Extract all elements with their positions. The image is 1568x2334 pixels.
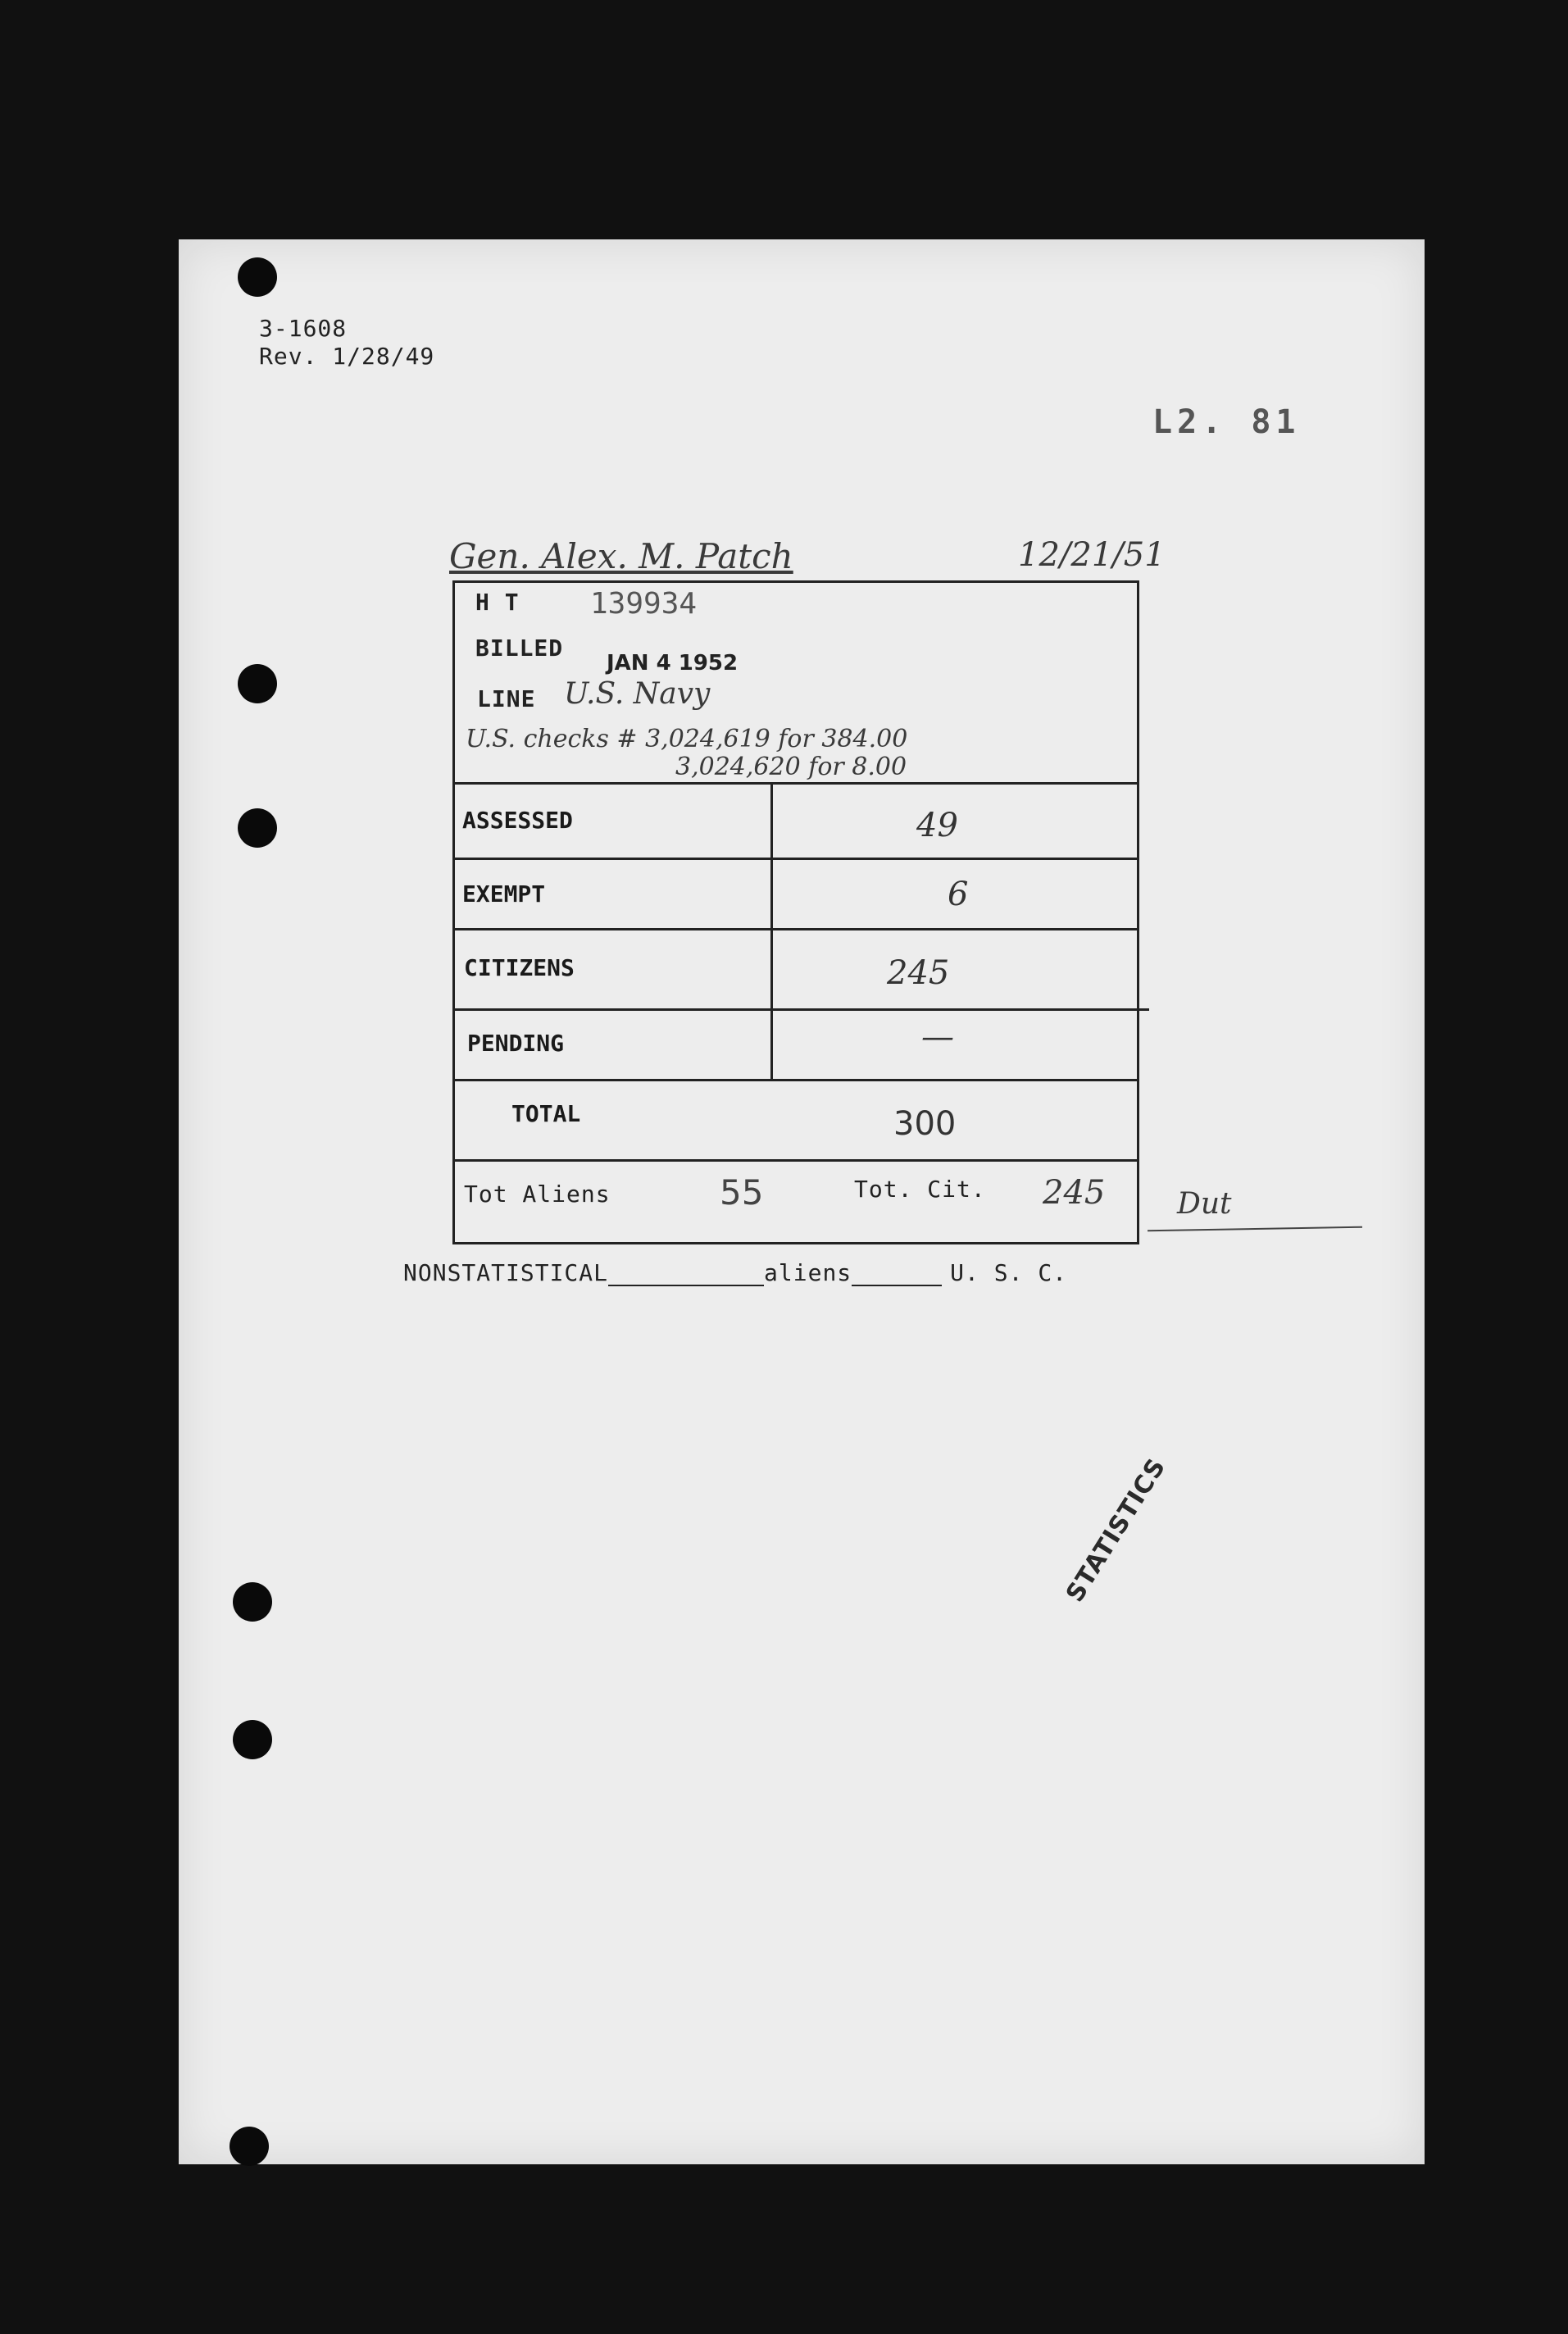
total-label: TOTAL: [511, 1100, 581, 1127]
statistics-stamp: STATISTICS: [1061, 1453, 1172, 1608]
ship-name: Gen. Alex. M. Patch: [449, 536, 793, 576]
aliens-label: aliens: [764, 1259, 852, 1286]
aliens-blank: [852, 1285, 942, 1286]
line-label: LINE: [477, 685, 536, 712]
punch-hole: [230, 2127, 269, 2166]
row-value-pending: —: [921, 1018, 954, 1056]
checks-line-1: U.S. checks # 3,024,619 for 384.00: [466, 725, 908, 753]
stamp-number: L2. 81: [1152, 403, 1301, 441]
form-number: 3-1608: [259, 315, 348, 342]
punch-hole: [238, 257, 277, 297]
row-value-exempt: 6: [948, 876, 969, 913]
ht-label: H T: [475, 589, 520, 616]
handwritten-date: 12/21/51: [1018, 536, 1166, 574]
form-revision: Rev. 1/28/49: [259, 343, 435, 370]
nonstatistical-label: NONSTATISTICAL: [403, 1259, 609, 1286]
tot-cit-label: Tot. Cit.: [854, 1176, 986, 1203]
row-label-pending: PENDING: [467, 1030, 565, 1057]
initials: Dut: [1177, 1187, 1232, 1221]
nonstatistical-blank: [608, 1285, 764, 1286]
initials-underline: [1148, 1226, 1362, 1232]
checks-line-2: 3,024,620 for 8.00: [675, 753, 907, 781]
punch-hole: [233, 1582, 272, 1622]
usc-label: U. S. C.: [950, 1259, 1068, 1286]
document-page: [179, 239, 1425, 2164]
total-value: 300: [893, 1105, 957, 1143]
billed-label: BILLED: [475, 635, 564, 662]
form-table: [452, 580, 1232, 1244]
row-value-citizens: 245: [887, 954, 950, 992]
row-label-citizens: CITIZENS: [464, 954, 575, 981]
punch-hole: [233, 1720, 272, 1759]
ht-number: 139934: [590, 587, 698, 621]
billed-date: JAN 4 1952: [607, 651, 739, 676]
row-label-exempt: EXEMPT: [462, 880, 546, 908]
row-value-assessed: 49: [916, 807, 958, 844]
tot-cit-value: 245: [1043, 1174, 1106, 1212]
nonstatistical-line: [403, 1259, 1067, 1286]
tot-aliens-value: 55: [720, 1172, 764, 1212]
line-value: U.S. Navy: [564, 677, 711, 711]
punch-hole: [238, 664, 277, 703]
row-label-assessed: ASSESSED: [462, 807, 573, 834]
punch-hole: [238, 808, 277, 848]
tot-aliens-label: Tot Aliens: [464, 1181, 611, 1208]
